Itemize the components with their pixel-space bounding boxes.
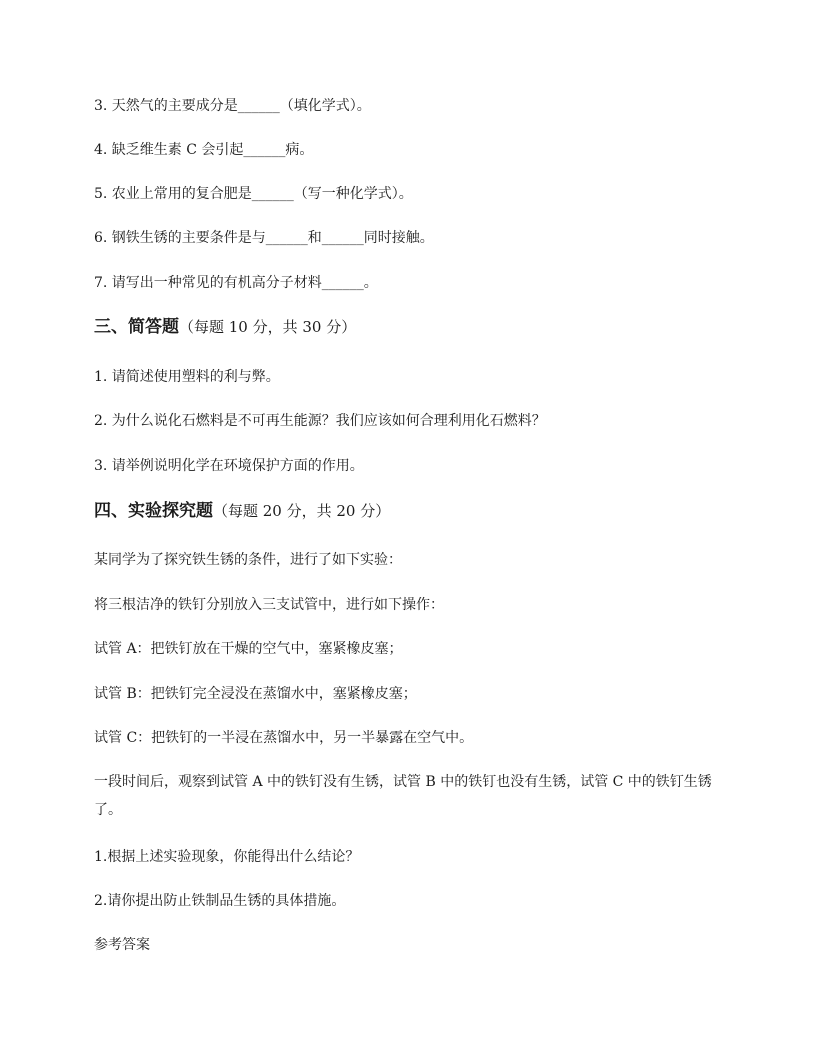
test-tube-b: 试管 B：把铁钉完全浸没在蒸馏水中，塞紧橡皮塞； (94, 686, 417, 702)
section-3-heading (94, 316, 734, 338)
section-4-score-note: （每题 20 分，共 20 分） (213, 502, 391, 520)
section-3-score-note: （每题 10 分，共 30 分） (179, 318, 357, 336)
fill-blank-question-6: 6. 钢铁生锈的主要条件是与______和______同时接触。 (94, 230, 434, 246)
short-answer-question-2: 2. 为什么说化石燃料是不可再生能源？我们应该如何合理利用化石燃料？ (94, 413, 546, 429)
section-4-heading (94, 500, 734, 522)
experiment-setup: 将三根洁净的铁钉分别放入三支试管中，进行如下操作： (94, 597, 444, 613)
experiment-intro: 某同学为了探究铁生锈的条件，进行了如下实验： (94, 552, 402, 568)
short-answer-question-1: 1. 请简述使用塑料的利与弊。 (94, 369, 280, 385)
section-4-title: 四、实验探究题 (94, 501, 213, 521)
experiment-question-2: 2.请你提出防止铁制品生锈的具体措施。 (94, 893, 346, 909)
test-tube-a: 试管 A：把铁钉放在干燥的空气中，塞紧橡皮塞； (94, 641, 403, 657)
fill-blank-question-7: 7. 请写出一种常见的有机高分子材料______。 (94, 275, 378, 291)
answers-heading: 参考答案 (94, 937, 150, 953)
fill-blank-question-5: 5. 农业上常用的复合肥是______（写一种化学式）。 (94, 186, 413, 202)
short-answer-question-3: 3. 请举例说明化学在环境保护方面的作用。 (94, 458, 364, 474)
test-tube-c: 试管 C：把铁钉的一半浸在蒸馏水中，另一半暴露在空气中。 (94, 730, 474, 746)
fill-blank-question-4: 4. 缺乏维生素 C 会引起______病。 (94, 142, 314, 158)
experiment-observation: 一段时间后，观察到试管 A 中的铁钉没有生锈，试管 B 中的铁钉也没有生锈，试管 C 中的铁钉生锈了。 (94, 774, 712, 818)
fill-blank-question-3: 3. 天然气的主要成分是______（填化学式）。 (94, 98, 371, 114)
section-3-title: 三、简答题 (94, 317, 179, 337)
experiment-question-1: 1.根据上述实验现象，你能得出什么结论？ (94, 849, 360, 865)
